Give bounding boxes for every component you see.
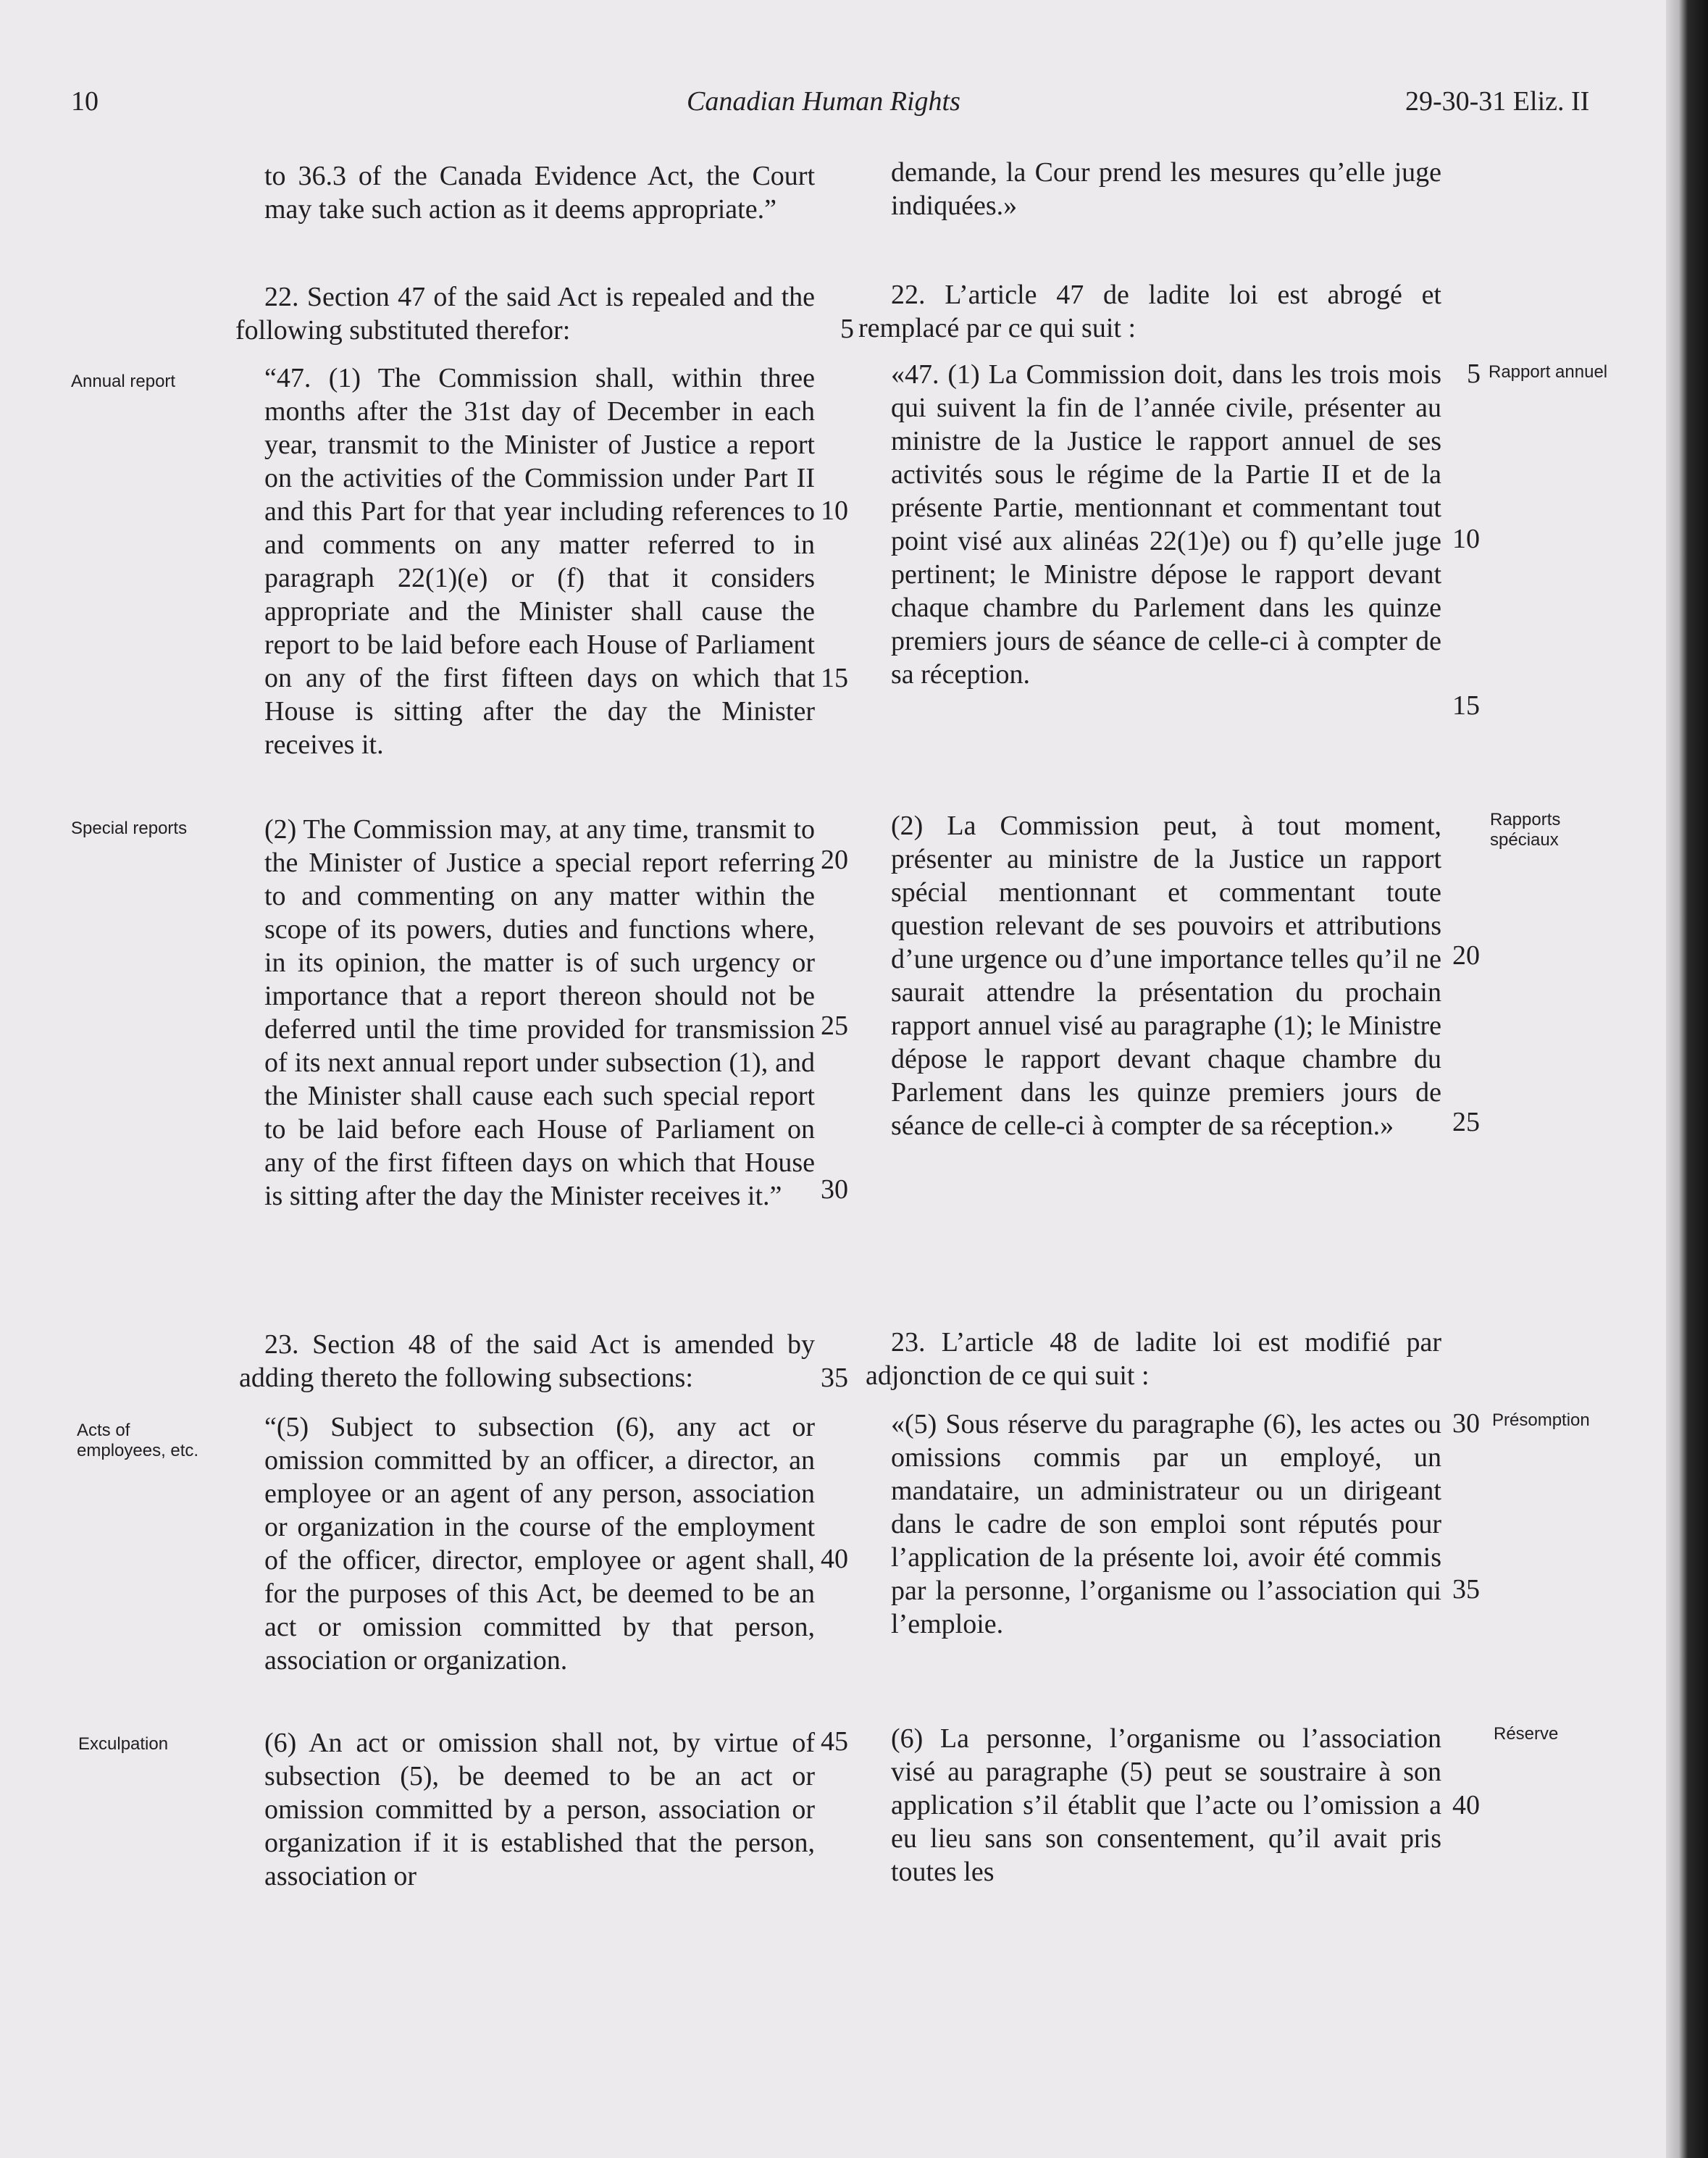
- margin-note-special-reports: Special reports: [71, 819, 188, 838]
- line-number: 20: [1452, 940, 1480, 971]
- line-number: 30: [1452, 1408, 1480, 1439]
- french-section-23: 23. L’article 48 de ladite loi est modifié par adjonction de ce qui suit :: [866, 1327, 1441, 1391]
- line-number: 15: [1452, 690, 1480, 721]
- english-section-47-1: “47. (1) The Commission shall, within three months after the 31st day of December in each year, transmit to the Minister of Justice a report on the activities of the Commission under Part II and this Part for that year including references to and comments on any matter referred to in paragraph 22(1)(e) or (f) that it considers appropriate and the Minister shall cause the report to be laid before each House of Parliament on any of the first fifteen days on which that House is sitting after the day the Minister receives it.: [264, 363, 815, 760]
- margin-note-presomption: Présomption: [1492, 1410, 1590, 1430]
- french-section-47-1: «47. (1) La Commission doit, dans les trois mois qui suivent la fin de l’année civile, présenter au ministre de la Justice le rapport annuel de ses activités sous le régime de la Partie II et de la présente Partie, mentionnant et commentant tout point visé aux alinéas 22(1)e) ou f) qu’elle juge pertinent; le Ministre dépose le rapport devant chaque chambre du Parlement dans les quinze premiers jours de séance de celle-ci à compter de sa réception.: [891, 359, 1441, 690]
- french-section-22: 22. L’article 47 de ladite loi est abrogé et remplacé par ce qui suit :: [858, 280, 1441, 343]
- line-number: 30: [821, 1174, 848, 1205]
- line-number: 25: [1452, 1107, 1480, 1137]
- french-section-48-6: (6) La personne, l’organisme ou l’association visé au paragraphe (5) peut se soustraire à son application s’il établit que l’acte ou l’omission a eu lieu sans son consentement, qu’il avait pris toutes les: [891, 1723, 1441, 1887]
- english-section-48-6: (6) An act or omission shall not, by virtue of subsection (5), be deemed to be an act or omission committed by a person, association or organization if it is established that the person, association or: [264, 1728, 815, 1891]
- line-number: 25: [821, 1011, 848, 1041]
- line-number: 45: [821, 1726, 848, 1757]
- english-section-47-2: (2) The Commission may, at any time, transmit to the Minister of Justice a special report referring to and commenting on any matter within the scope of its powers, duties and functions where, in its opinion, the matter is of such urgency or importance that a report thereon should not be deferred until the time provided for transmission of its next annual report under subsection (1), and the Minister shall cause each such special report to be laid before each House of Parliament on any of the first fifteen days on which that House is sitting after the day the Minister receives it.”: [264, 814, 815, 1211]
- line-number: 35: [1452, 1574, 1480, 1605]
- english-section-23: 23. Section 48 of the said Act is amended by adding thereto the following subsections:: [239, 1329, 815, 1393]
- french-section-47-2: (2) La Commission peut, à tout moment, présenter au ministre de la Justice un rapport spécial mentionnant et commentant toute question relevant de ses pouvoirs et attributions d’une urgence ou d’une importance telles qu’il ne saurait attendre la présentation du prochain rapport annuel visé au paragraphe (1); le Ministre dépose le rapport devant chaque chambre du Parlement dans les quinze premiers jours de séance de celle-ci à compter de sa réception.»: [891, 811, 1441, 1141]
- margin-note-annual-report: Annual report: [71, 372, 176, 391]
- margin-note-reserve: Réserve: [1494, 1724, 1559, 1744]
- english-section-22: 22. Section 47 of the said Act is repealed and the following substituted therefor:: [235, 282, 815, 346]
- french-intro: demande, la Cour prend les mesures qu’elle juge indiquées.»: [891, 157, 1441, 221]
- line-number: 35: [821, 1363, 848, 1393]
- line-number: 10: [1452, 524, 1480, 554]
- line-number: 10: [821, 495, 848, 526]
- english-intro: to 36.3 of the Canada Evidence Act, the Court may take such action as it deems appropriate.”: [264, 161, 815, 225]
- french-section-48-5: «(5) Sous réserve du paragraphe (6), les actes ou omissions commis par un employé, un mandataire, un administrateur ou un dirigeant dans le cadre de son emploi sont réputés pour l’application de la présente loi, avoir été commis par la personne, l’organisme ou l’association qui l’emploie.: [891, 1409, 1441, 1639]
- english-section-48-5: “(5) Subject to subsection (6), any act or omission committed by an officer, a director, an employee or an agent of any person, association or organization in the course of the employment of the officer, director, employee or agent shall, for the purposes of this Act, be deemed to be an act or omission committed by that person, association or organization.: [264, 1412, 815, 1676]
- margin-note-exculpation: Exculpation: [78, 1734, 169, 1754]
- session-label: 29-30-31 Eliz. II: [1405, 86, 1590, 117]
- page-title: Canadian Human Rights: [687, 86, 960, 117]
- margin-note-rapport-annuel: Rapport annuel: [1489, 362, 1608, 382]
- line-number: 15: [821, 663, 848, 693]
- line-number: 40: [1452, 1790, 1480, 1820]
- margin-note-rapports-speciaux: Rapports spéciaux: [1490, 810, 1561, 850]
- page-number: 10: [71, 86, 99, 117]
- line-number: 5: [840, 314, 854, 344]
- line-number: 20: [821, 845, 848, 875]
- line-number: 5: [1467, 359, 1481, 389]
- line-number: 40: [821, 1544, 848, 1574]
- page-edge-shadow: [1666, 0, 1708, 2158]
- margin-note-acts-of-employees: Acts of employees, etc.: [77, 1421, 199, 1460]
